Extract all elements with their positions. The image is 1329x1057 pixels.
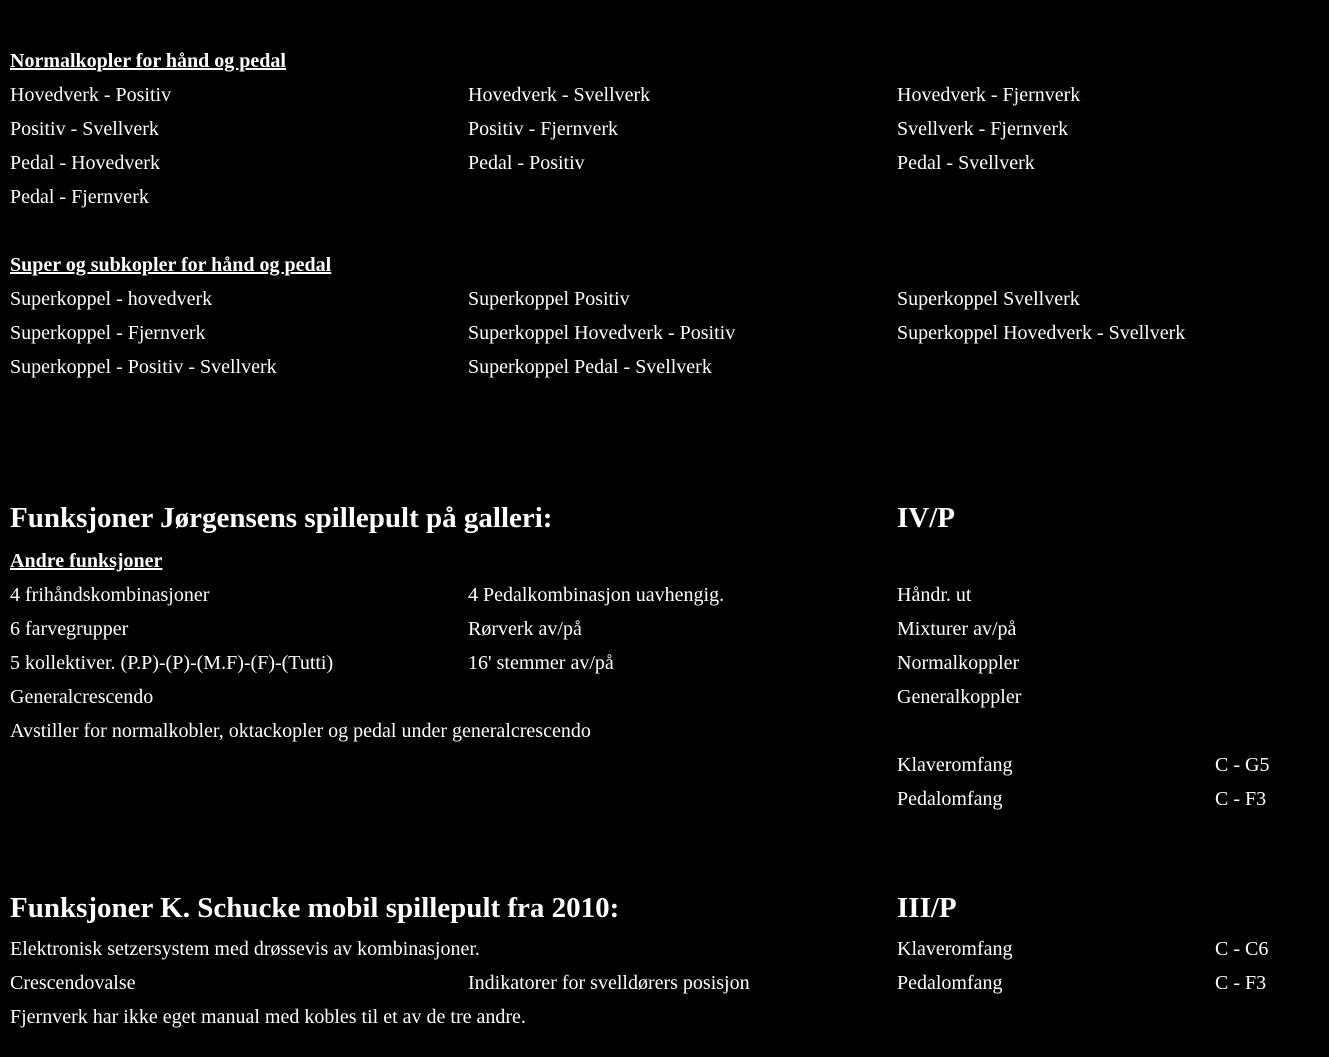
range-label: Klaveromfang bbox=[897, 754, 1013, 776]
range-value: C - C6 bbox=[1215, 938, 1269, 960]
coupler-item: Superkoppel Svellverk bbox=[897, 288, 1080, 310]
function-item: 4 Pedalkombinasjon uavhengig. bbox=[468, 584, 725, 606]
coupler-item: Superkoppel - hovedverk bbox=[10, 288, 213, 310]
coupler-item: Pedal - Positiv bbox=[468, 152, 585, 174]
fjernverk-note: Fjernverk har ikke eget manual med kobles til et av de tre andre. bbox=[10, 1006, 526, 1028]
jorgensen-heading: Funksjoner Jørgensens spillepult på galleri: bbox=[10, 502, 553, 534]
function-item: 5 kollektiver. (P.P)-(P)-(M.F)-(F)-(Tutti) bbox=[10, 652, 334, 674]
coupler-item: Superkoppel Hovedverk - Positiv bbox=[468, 322, 736, 344]
avstiller-note: Avstiller for normalkobler, oktackopler og pedal under generalcrescendo bbox=[10, 720, 591, 742]
empty-cell bbox=[468, 680, 897, 714]
range-value: C - F3 bbox=[1215, 788, 1267, 810]
section-jorgensen bbox=[10, 496, 1329, 816]
table-row bbox=[10, 578, 1329, 612]
empty-cell bbox=[897, 350, 1329, 384]
table-row bbox=[10, 932, 1329, 966]
jorgensen-spec-label: IV/P bbox=[897, 502, 955, 534]
coupler-item: Pedal - Hovedverk bbox=[10, 152, 160, 174]
coupler-item: Svellverk - Fjernverk bbox=[897, 118, 1069, 140]
andre-funksjoner-heading: Andre funksjoner bbox=[10, 550, 163, 572]
function-item: Mixturer av/på bbox=[897, 618, 1017, 640]
coupler-item: Hovedverk - Svellverk bbox=[468, 84, 651, 106]
superkopler-heading: Super og subkopler for hånd og pedal bbox=[10, 254, 332, 276]
coupler-item: Positiv - Svellverk bbox=[10, 118, 159, 140]
coupler-item: Superkoppel - Fjernverk bbox=[10, 322, 206, 344]
coupler-item: Superkoppel Positiv bbox=[468, 288, 630, 310]
section-schucke bbox=[10, 886, 1329, 1034]
table-row bbox=[10, 612, 1329, 646]
table-row bbox=[10, 748, 1329, 782]
table-row bbox=[10, 782, 1329, 816]
empty-cell bbox=[897, 180, 1329, 214]
schucke-spec-label: III/P bbox=[897, 892, 957, 924]
table-row bbox=[10, 180, 1329, 214]
coupler-item: Pedal - Svellverk bbox=[897, 152, 1035, 174]
table-row bbox=[10, 714, 1329, 748]
range-label: Pedalomfang bbox=[897, 972, 1003, 994]
function-item: Elektronisk setzersystem med drøssevis av kombinasjoner. bbox=[10, 938, 480, 960]
table-row bbox=[10, 146, 1329, 180]
function-item: Håndr. ut bbox=[897, 584, 972, 606]
function-item: Rørverk av/på bbox=[468, 618, 582, 640]
table-row bbox=[10, 112, 1329, 146]
range-value: C - G5 bbox=[1215, 754, 1270, 776]
function-item: Normalkoppler bbox=[897, 652, 1020, 674]
table-row bbox=[10, 1000, 1329, 1034]
table-row bbox=[10, 350, 1329, 384]
section-superkopler bbox=[10, 248, 1329, 384]
range-row bbox=[897, 782, 1329, 816]
range-row bbox=[897, 932, 1329, 966]
schucke-rows bbox=[10, 932, 1329, 1034]
coupler-item: Superkoppel - Positiv - Svellverk bbox=[10, 356, 277, 378]
section-normalkopler bbox=[10, 44, 1329, 214]
coupler-item: Superkoppel Pedal - Svellverk bbox=[468, 356, 712, 378]
function-item: 16' stemmer av/på bbox=[468, 652, 614, 674]
function-item: Indikatorer for svelldørers posisjon bbox=[468, 972, 750, 994]
table-row bbox=[10, 966, 1329, 1000]
coupler-item: Positiv - Fjernverk bbox=[468, 118, 618, 140]
table-row bbox=[10, 680, 1329, 714]
table-row bbox=[10, 282, 1329, 316]
table-row bbox=[10, 646, 1329, 680]
function-item: Generalcrescendo bbox=[10, 686, 154, 708]
range-label: Pedalomfang bbox=[897, 788, 1003, 810]
function-item: 4 frihåndskombinasjoner bbox=[10, 584, 210, 606]
function-item: Crescendovalse bbox=[10, 972, 136, 994]
jorgensen-heading-row bbox=[10, 496, 1329, 540]
empty-cell bbox=[897, 1000, 1329, 1034]
empty-cell bbox=[897, 714, 1329, 748]
schucke-heading-row bbox=[10, 886, 1329, 930]
coupler-item: Superkoppel Hovedverk - Svellverk bbox=[897, 322, 1186, 344]
normalkopler-heading: Normalkopler for hånd og pedal bbox=[10, 50, 286, 72]
empty-cell bbox=[468, 782, 897, 816]
empty-cell bbox=[468, 180, 897, 214]
schucke-heading: Funksjoner K. Schucke mobil spillepult fra 2010: bbox=[10, 892, 620, 924]
range-row bbox=[897, 748, 1329, 782]
empty-cell bbox=[468, 748, 897, 782]
coupler-item: Hovedverk - Positiv bbox=[10, 84, 172, 106]
range-label: Klaveromfang bbox=[897, 938, 1013, 960]
coupler-item: Pedal - Fjernverk bbox=[10, 186, 149, 208]
function-item: 6 farvegrupper bbox=[10, 618, 129, 640]
empty-cell bbox=[10, 782, 468, 816]
empty-cell bbox=[10, 748, 468, 782]
range-row bbox=[897, 966, 1329, 1000]
range-value: C - F3 bbox=[1215, 972, 1267, 994]
function-item: Generalkoppler bbox=[897, 686, 1022, 708]
table-row bbox=[10, 78, 1329, 112]
coupler-item: Hovedverk - Fjernverk bbox=[897, 84, 1081, 106]
table-row bbox=[10, 316, 1329, 350]
